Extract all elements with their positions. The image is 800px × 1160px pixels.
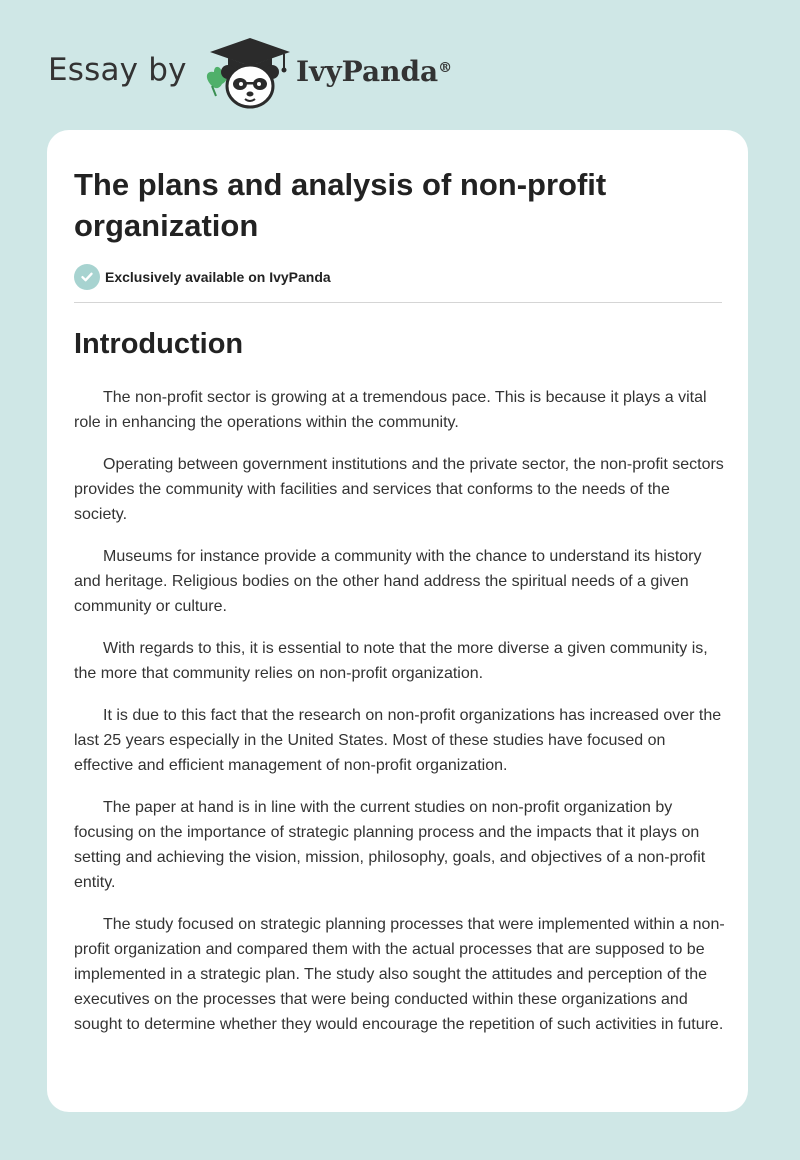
paragraph: The non-profit sector is growing at a tremendous pace. This is because it plays a vital role in enhancing the operations within the community. xyxy=(74,389,707,431)
exclusive-badge-label: Exclusively available on IvyPanda xyxy=(105,269,331,285)
essay-title: The plans and analysis of non-profit organization xyxy=(74,167,607,243)
paragraph: Museums for instance provide a community with the chance to understand its history and heritage. Religious bodies on the other hand address the spiritual needs of a given community or culture. xyxy=(74,548,702,615)
brand-name-text: IvyPanda xyxy=(296,55,439,88)
brand-name[interactable] xyxy=(296,54,452,90)
essay-card xyxy=(47,130,748,1112)
exclusive-badge xyxy=(74,264,331,290)
site-header xyxy=(0,0,800,120)
essay-by-label: Essay by xyxy=(48,52,187,88)
paragraph: The paper at hand is in line with the current studies on non-profit organization by focusing on the importance of strategic planning process and the impacts that it plays on setting and achieving the vision, mission, philosophy, goals, and objectives of a non-profit entity. xyxy=(74,799,706,891)
check-icon xyxy=(74,264,100,290)
paragraph: The study focused on strategic planning processes that were implemented within a non-profit organization and compared them with the actual processes that are supposed to be implemented in a strategic plan. The study also sought the attitudes and perception of the executives on the processes that were being conducted within these organizations and sought to determine whether they would encourage the repetition of such activities in future. xyxy=(74,916,725,1033)
paragraph: With regards to this, it is essential to note that the more diverse a given community is, the more that community relies on non-profit organization. xyxy=(74,640,708,682)
title-divider xyxy=(74,302,722,303)
section-heading-introduction: Introduction xyxy=(74,328,244,360)
essay-body xyxy=(74,385,726,1054)
paragraph: It is due to this fact that the research on non-profit organizations has increased over the last 25 years especially in the United States. Most of these studies have focused on effective and efficient management of non-profit organization. xyxy=(74,707,722,774)
panda-logo-icon[interactable] xyxy=(200,34,292,110)
paragraph: Operating between government institutions and the private sector, the non-profit sectors provides the community with facilities and services that conforms to the needs of the society. xyxy=(74,456,724,523)
registered-mark: ® xyxy=(438,60,453,76)
